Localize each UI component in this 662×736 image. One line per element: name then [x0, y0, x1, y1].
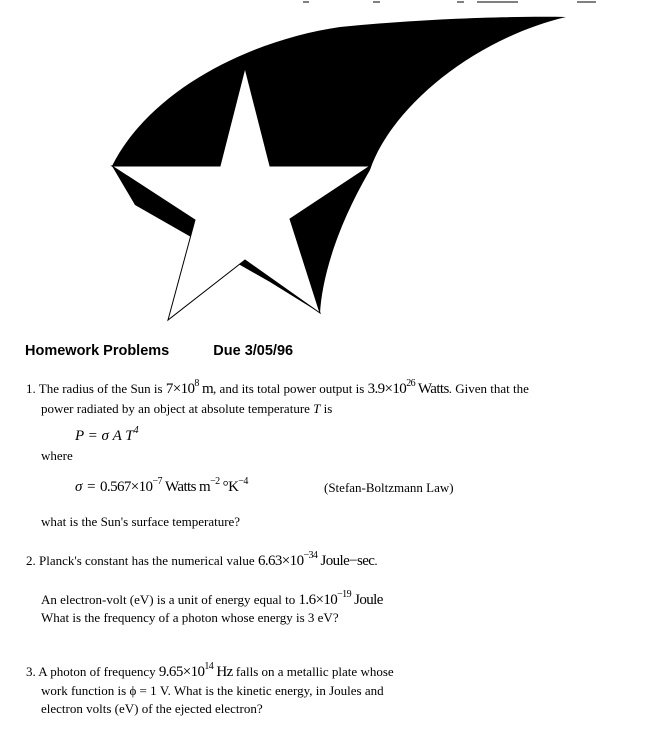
page-title: Homework Problems	[25, 343, 170, 359]
star-tail	[112, 17, 566, 313]
problem3-line2: work function is ϕ = 1 V. What is the kinetic energy, in Joules and	[41, 683, 384, 698]
electron-volt-value: $1.6\times 10^{-19}$ Joule	[298, 589, 383, 608]
photon-frequency: $9.65\times 10^{14}$ Hz	[158, 661, 233, 680]
law-label: (Stefan-Boltzmann Law)	[324, 480, 454, 495]
sigma-constant: $\sigma = 0.567\times 10^{-7}$ Watts $m^{-2}$ $^\circ K^{-4}$	[75, 476, 248, 495]
problem2-line1: 2. Planck's constant has the numerical value $6.63\times 10^{-34}$ Joule−sec.	[26, 550, 378, 569]
page-heading	[25, 343, 293, 359]
sun-power: $3.9\times 10^{26}$ Watts	[367, 378, 449, 397]
problem2-question: What is the frequency of a photon whose energy is 3 eV?	[41, 610, 339, 625]
power-equation: P = σ A $T^4$	[75, 425, 139, 444]
problem3-line3: electron volts (eV) of the ejected electron?	[41, 701, 263, 716]
problem1-line2: power radiated by an object at absolute temperature T is	[41, 401, 333, 416]
problem3-line1: 3. A photon of frequency $9.65\times 10^{14}$ Hz falls on a metallic plate whose	[26, 661, 394, 680]
problem1-question: what is the Sun's surface temperature?	[41, 514, 241, 529]
problem2-line2: An electron-volt (eV) is a unit of energy equal to $1.6\times 10^{-19}$ Joule	[41, 589, 383, 608]
shooting-star-logo	[0, 0, 662, 330]
due-date: Due 3/05/96	[213, 343, 294, 359]
problem1-line1: 1. The radius of the Sun is $7\times 10^8$ m, and its total power output is $3.9\times 10^{26}$ Watts. Given that the	[26, 378, 529, 397]
where-label: where	[41, 448, 73, 463]
planck-constant: $6.63\times 10^{-34}$ Joule−sec	[257, 550, 375, 569]
sun-radius: $7\times 10^8$ m	[165, 378, 214, 397]
